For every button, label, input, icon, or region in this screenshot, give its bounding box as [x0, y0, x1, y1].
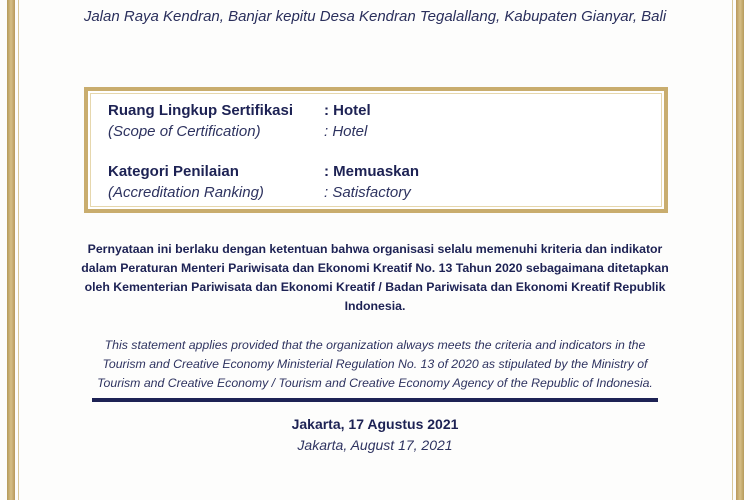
statement-id-line: oleh Kementerian Pariwisata dan Ekonomi Kreatif / Badan Pariwisata dan Ekonomi Kreatif Republik — [84, 280, 666, 294]
scope-value-en: : Hotel — [324, 123, 368, 140]
statement-en-line: This statement applies provided that the organization always meets the criteria and indicators in the — [104, 338, 646, 352]
statement-indonesian — [36, 240, 714, 316]
scope-label-en: (Scope of Certification) — [108, 123, 261, 140]
statement-id-line: Indonesia. — [344, 299, 406, 313]
organization-address: Jalan Raya Kendran, Banjar kepitu Desa Kendran Tegalallang, Kabupaten Gianyar, Bali — [83, 8, 667, 25]
certification-details-box — [84, 87, 668, 213]
statement-id-line: Pernyataan ini berlaku dengan ketentuan bahwa organisasi selalu memenuhi kriteria dan indikator — [87, 242, 663, 256]
ranking-label-id: Kategori Penilaian — [108, 163, 239, 180]
ranking-value-en: : Satisfactory — [324, 184, 411, 201]
section-divider — [92, 398, 658, 402]
scope-value-id: : Hotel — [324, 102, 371, 119]
statement-english — [36, 336, 714, 393]
statement-en-line: Tourism and Creative Economy / Tourism and Creative Economy Agency of the Republic of Indonesia. — [97, 376, 653, 390]
ranking-value-id: : Memuaskan — [324, 163, 420, 180]
place-date-english: Jakarta, August 17, 2021 — [297, 437, 453, 453]
place-date-indonesian: Jakarta, 17 Agustus 2021 — [291, 416, 459, 432]
ranking-label-en: (Accreditation Ranking) — [108, 184, 264, 201]
scope-label-id: Ruang Lingkup Sertifikasi — [108, 102, 294, 119]
statement-en-line: Tourism and Creative Economy Ministerial Regulation No. 13 of 2020 as stipulated by the Ministry of — [102, 357, 648, 371]
statement-id-line: dalam Peraturan Menteri Pariwisata dan Ekonomi Kreatif No. 13 Tahun 2020 sebagaimana ditetapkan — [81, 261, 669, 275]
